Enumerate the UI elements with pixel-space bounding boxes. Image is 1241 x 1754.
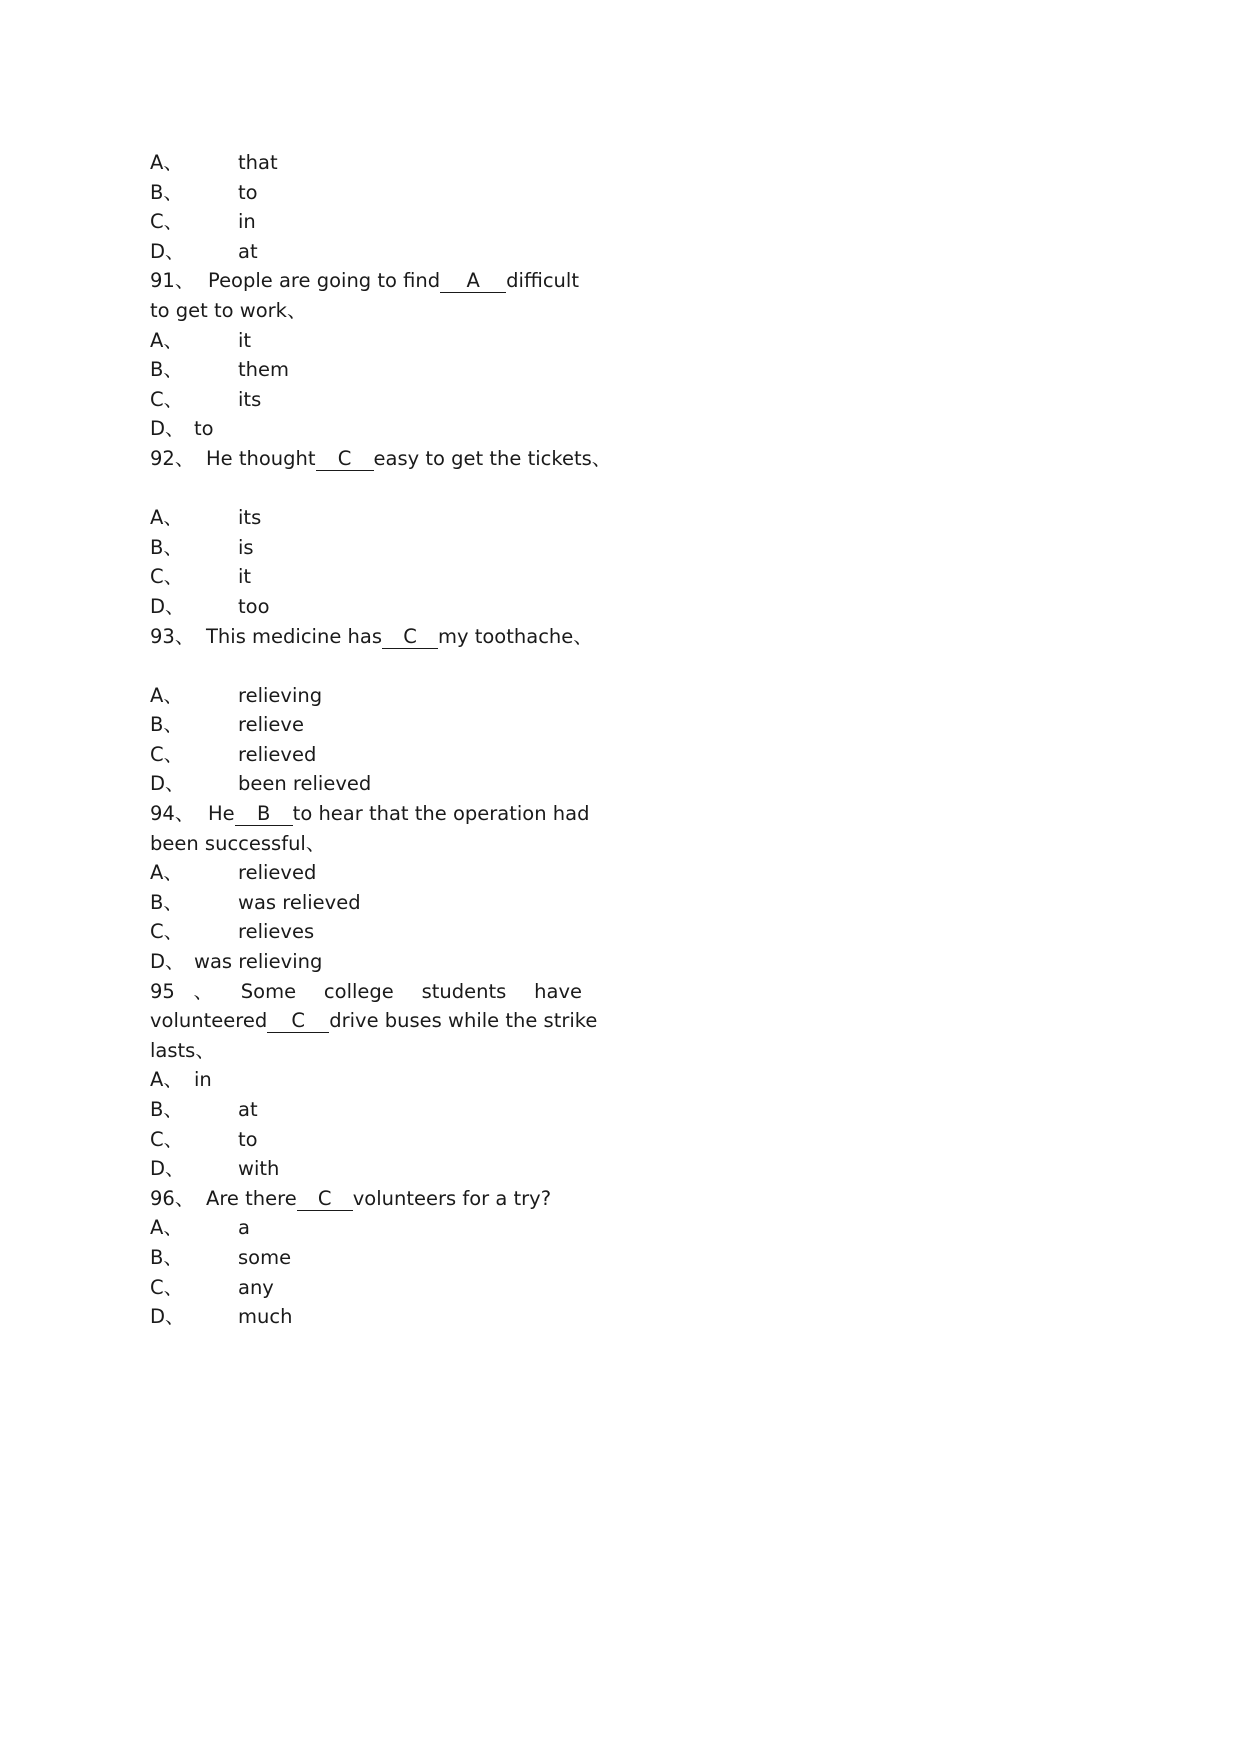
question-number: [150, 977, 213, 1007]
question-number-separator: 、: [193, 979, 213, 1003]
question-word: have: [534, 979, 582, 1003]
option-letter: A、: [150, 1068, 183, 1092]
question-text-after: easy to get the tickets、: [373, 446, 612, 470]
option-a: [150, 1213, 580, 1243]
question-number: 91、: [150, 269, 195, 293]
option-letter: D、: [150, 417, 185, 441]
option-b: [150, 888, 580, 918]
option-letter: D、: [150, 594, 185, 618]
option-b: [150, 355, 580, 385]
option-text: relieved: [238, 742, 317, 766]
option-letter: C、: [150, 1127, 184, 1151]
question-word: students: [421, 979, 507, 1003]
document-page: [150, 148, 612, 1332]
answer-blank: C: [267, 1010, 329, 1033]
question-text-before: volunteered: [150, 1009, 268, 1033]
option-letter: B、: [150, 358, 183, 382]
option-letter: D、: [150, 772, 185, 796]
option-c: [150, 740, 580, 770]
option-letter: A、: [150, 328, 183, 352]
question-text-before: He thought: [206, 446, 316, 470]
question-text-before: This medicine has: [206, 624, 382, 648]
question-95: [150, 977, 582, 1007]
option-d: [150, 1154, 580, 1184]
option-letter: D、: [150, 239, 185, 263]
option-letter: D、: [150, 1305, 185, 1329]
question-number-digits: 95: [150, 979, 175, 1003]
question-text-after: my toothache、: [438, 624, 593, 648]
option-text: was relieving: [194, 950, 323, 974]
option-text: its: [238, 387, 262, 411]
option-text: relieving: [238, 683, 323, 707]
option-letter: A、: [150, 683, 183, 707]
question-word: Some: [240, 979, 297, 1003]
option-text: at: [238, 1098, 258, 1121]
option-letter: A、: [150, 861, 183, 885]
option-a: [150, 326, 580, 356]
question-95-continued: [150, 1006, 598, 1036]
answer-blank: C: [316, 448, 374, 471]
question-text-line3: lasts、: [150, 1038, 215, 1062]
option-letter: B、: [150, 535, 183, 559]
option-letter: C、: [150, 565, 184, 589]
option-b: [150, 710, 580, 740]
question-text-line2: to get to work、: [150, 298, 307, 322]
option-letter: B、: [150, 890, 183, 914]
question-text-before: He: [208, 802, 235, 826]
option-text: a: [238, 1216, 250, 1240]
question-93: [150, 622, 593, 652]
question-text-before: People are going to find: [208, 269, 441, 293]
option-a: [150, 148, 580, 178]
option-text: relieves: [238, 920, 315, 944]
option-text: much: [238, 1305, 293, 1329]
spacer: [150, 474, 580, 504]
question-number: 93、: [150, 624, 195, 648]
option-text: them: [238, 358, 289, 382]
question-number: 96、: [150, 1186, 195, 1210]
option-letter: C、: [150, 1275, 184, 1299]
option-letter: D、: [150, 1157, 185, 1181]
option-a: [150, 503, 580, 533]
option-text: relieved: [238, 861, 317, 885]
option-text: in: [194, 1068, 212, 1092]
option-d: [150, 769, 580, 799]
option-text: it: [238, 328, 252, 352]
option-b: [150, 1243, 580, 1273]
option-letter: B、: [150, 713, 183, 737]
option-d: [150, 592, 580, 622]
option-letter: B、: [150, 180, 183, 204]
option-text: any: [238, 1275, 274, 1299]
option-a: [150, 858, 580, 888]
option-b: [150, 1095, 580, 1125]
option-text: to: [238, 1127, 258, 1151]
question-94-continued: [150, 829, 580, 859]
option-letter: C、: [150, 210, 184, 234]
spacer: [150, 651, 580, 681]
question-number: 94、: [150, 802, 195, 826]
option-b: [150, 178, 580, 208]
question-text-after: difficult: [506, 269, 579, 293]
option-text: some: [238, 1245, 292, 1269]
option-d: [150, 1302, 580, 1332]
option-a: [150, 1065, 580, 1095]
answer-blank: C: [297, 1188, 353, 1211]
question-91-continued: [150, 296, 580, 326]
option-c: [150, 207, 580, 237]
option-letter: A、: [150, 506, 183, 530]
question-91: [150, 266, 580, 296]
option-text: at: [238, 239, 258, 263]
question-92: [150, 444, 612, 474]
option-text: it: [238, 565, 252, 589]
question-text-before: Are there: [206, 1186, 297, 1210]
option-text: its: [238, 506, 262, 530]
option-c: [150, 562, 580, 592]
question-text-after: to hear that the operation had: [292, 802, 590, 826]
option-d: [150, 947, 580, 977]
question-95-continued-2: [150, 1036, 580, 1066]
question-94: [150, 799, 590, 829]
option-c: [150, 1273, 580, 1303]
option-c: [150, 917, 580, 947]
question-text-after: volunteers for a try?: [352, 1186, 552, 1210]
option-b: [150, 533, 580, 563]
answer-blank: A: [440, 270, 506, 293]
option-text: too: [238, 594, 270, 618]
option-letter: B、: [150, 1245, 183, 1269]
answer-blank: B: [235, 803, 293, 826]
option-text: relieve: [238, 713, 304, 737]
option-letter: A、: [150, 1216, 183, 1240]
option-d: [150, 237, 580, 267]
option-letter: C、: [150, 920, 184, 944]
option-text: been relieved: [238, 772, 372, 796]
option-d: [150, 414, 580, 444]
option-text: to: [194, 417, 214, 441]
option-text: that: [238, 151, 278, 174]
question-text-after: drive buses while the strike: [329, 1009, 598, 1033]
option-letter: B、: [150, 1098, 183, 1121]
option-text: with: [238, 1157, 280, 1181]
option-a: [150, 681, 580, 711]
question-text-line2: been successful、: [150, 831, 326, 855]
option-c: [150, 385, 580, 415]
option-letter: C、: [150, 387, 184, 411]
option-text: was relieved: [238, 890, 361, 914]
option-text: is: [238, 535, 254, 559]
question-96: [150, 1184, 580, 1214]
option-c: [150, 1125, 580, 1155]
answer-blank: C: [382, 626, 438, 649]
question-word: college: [323, 979, 394, 1003]
option-text: in: [238, 210, 256, 234]
option-letter: C、: [150, 742, 184, 766]
option-letter: D、: [150, 950, 185, 974]
option-text: to: [238, 180, 258, 204]
question-number: 92、: [150, 446, 195, 470]
option-letter: A、: [150, 151, 183, 174]
